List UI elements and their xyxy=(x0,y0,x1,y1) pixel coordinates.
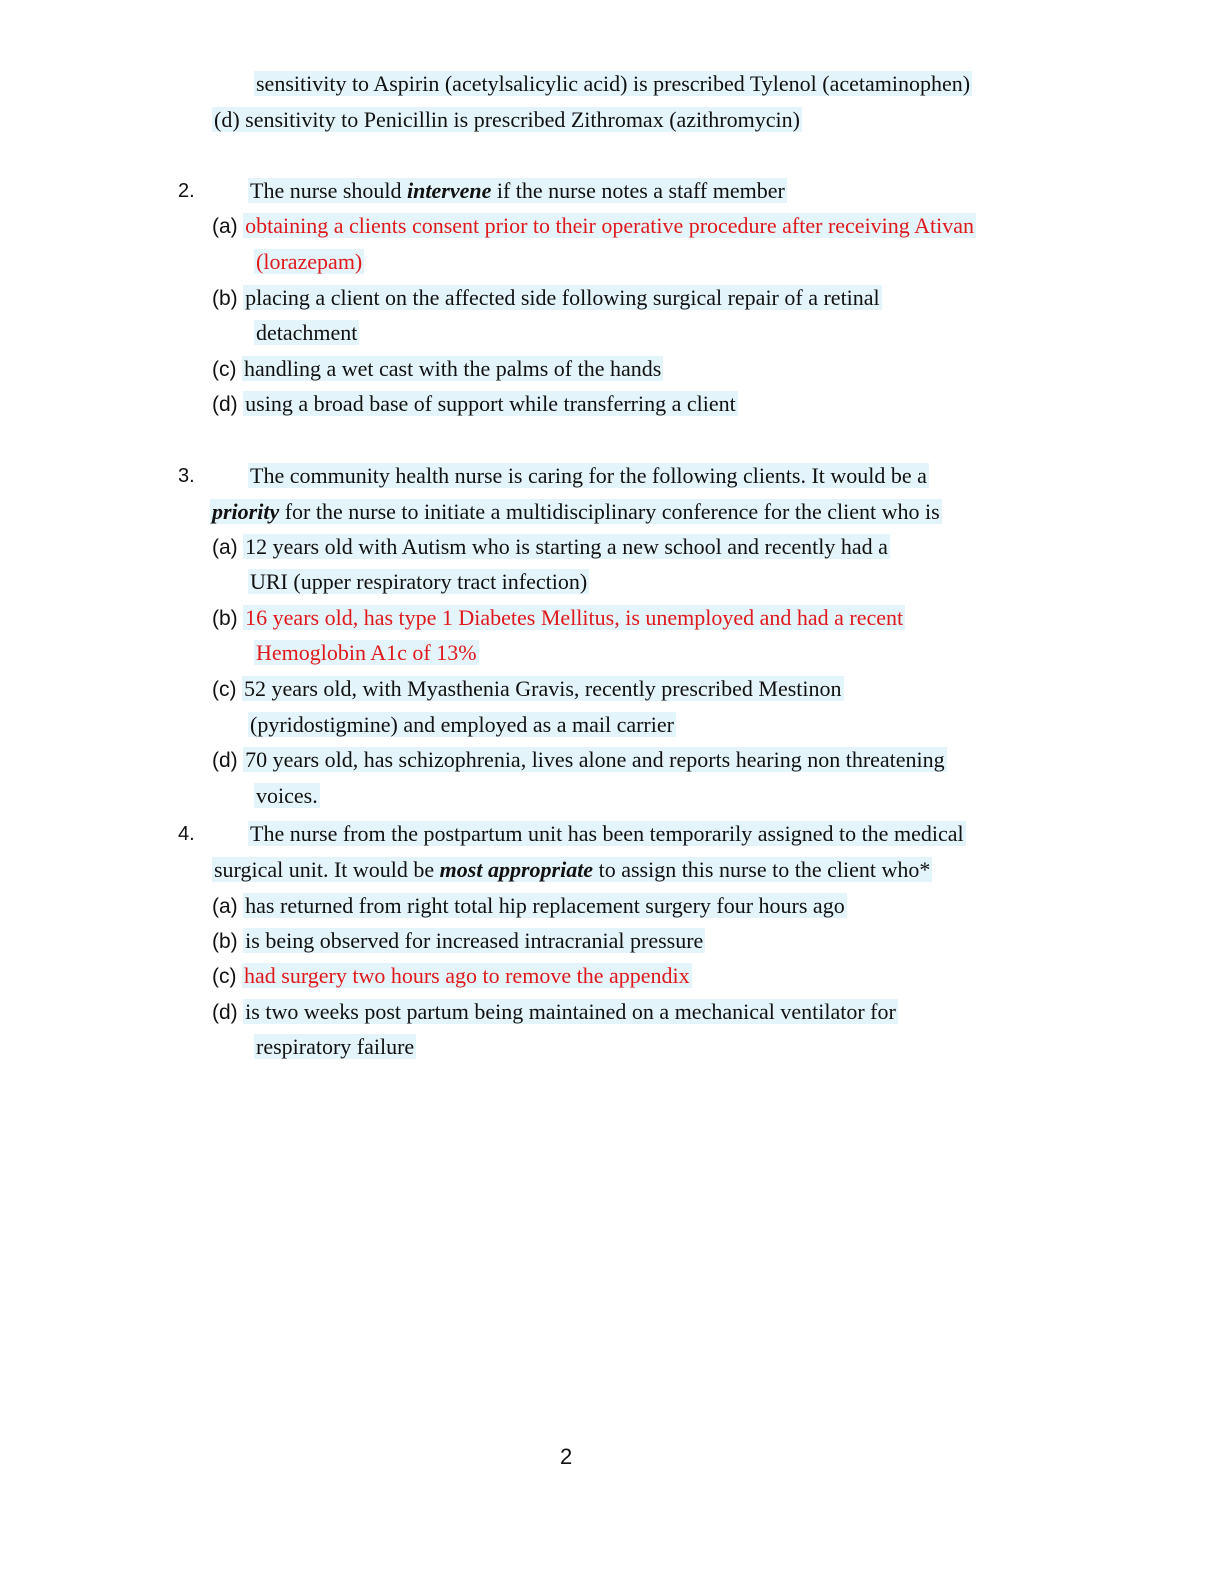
question-2-stem: The nurse should intervene if the nurse notes a staff member xyxy=(250,178,785,203)
q2-option-a-line2: (lorazepam) xyxy=(256,249,363,274)
q3-option-d-line2: voices. xyxy=(256,783,318,808)
question-3-stem-line1: The community health nurse is caring for the following clients. It would be a xyxy=(250,463,927,488)
question-4-number: 4. xyxy=(178,823,195,845)
q3-option-a-line2: URI (upper respiratory tract infection) xyxy=(250,569,588,594)
question-3-number: 3. xyxy=(178,465,195,487)
q3-option-c-line2: (pyridostigmine) and employed as a mail carrier xyxy=(250,712,674,737)
page-number: 2 xyxy=(560,1444,573,1469)
q2-option-b: (b) placing a client on the affected side following surgical repair of a retinal xyxy=(212,285,880,310)
question-4-stem-line2: surgical unit. It would be most appropriate to assign this nurse to the client who* xyxy=(214,857,931,882)
q3-option-d: (d) 70 years old, has schizophrenia, lives alone and reports hearing non threatening xyxy=(212,747,945,772)
q2-option-b-line2: detachment xyxy=(256,320,358,345)
q4-option-c: (c) had surgery two hours ago to remove the appendix xyxy=(212,963,690,988)
question-4-stem-line1: The nurse from the postpartum unit has been temporarily assigned to the medical xyxy=(250,821,964,846)
q2-option-a: (a) obtaining a clients consent prior to their operative procedure after receiving Ativan xyxy=(212,213,974,238)
q1-option-c-continuation: sensitivity to Aspirin (acetylsalicylic acid) is prescribed Tylenol (acetaminophen) xyxy=(256,71,971,96)
question-2-number: 2. xyxy=(178,180,195,202)
q3-option-a: (a) 12 years old with Autism who is starting a new school and recently had a xyxy=(212,534,888,559)
q4-option-a: (a) has returned from right total hip replacement surgery four hours ago xyxy=(212,893,845,918)
q4-option-b: (b) is being observed for increased intracranial pressure xyxy=(212,928,704,953)
q4-option-d: (d) is two weeks post partum being maintained on a mechanical ventilator for xyxy=(212,999,896,1024)
q4-option-d-line2: respiratory failure xyxy=(256,1034,415,1059)
q2-option-d: (d) using a broad base of support while transferring a client xyxy=(212,391,736,416)
q3-option-c: (c) 52 years old, with Myasthenia Gravis, recently prescribed Mestinon xyxy=(212,676,842,701)
q1-option-d: (d) sensitivity to Penicillin is prescribed Zithromax (azithromycin) xyxy=(214,107,800,132)
q3-option-b-line2: Hemoglobin A1c of 13% xyxy=(256,640,477,665)
q2-option-c: (c) handling a wet cast with the palms of the hands xyxy=(212,356,662,381)
question-3-stem-line2: priority for the nurse to initiate a multidisciplinary conference for the client who is xyxy=(212,499,940,524)
q3-option-b: (b) 16 years old, has type 1 Diabetes Mellitus, is unemployed and had a recent xyxy=(212,605,904,630)
